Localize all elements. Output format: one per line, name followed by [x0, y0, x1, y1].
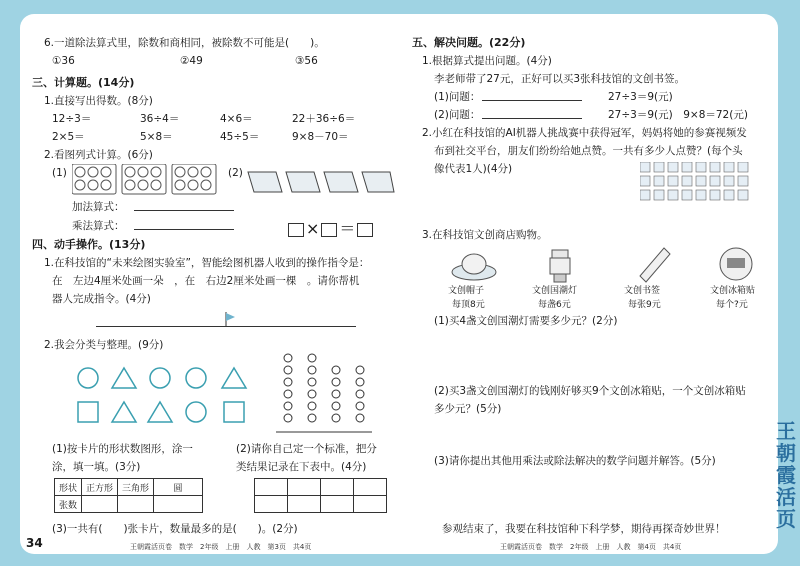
mul-label: 乘法算式： [72, 220, 125, 232]
op-q1-line3: 器人完成指令。(4分) [52, 293, 151, 305]
shop-sub1: (1)买4盏文创国潮灯需要多少元？(2分) [434, 315, 618, 327]
closing-text: 参观结束了，我要在科技馆种下科学梦，期待再探奇妙世界！ [442, 523, 726, 535]
table-cell[interactable] [288, 479, 321, 496]
item-name: 文创国潮灯 [532, 286, 578, 296]
r2-label: (2)问题： [434, 109, 481, 121]
table-cell[interactable] [154, 496, 203, 513]
custom-classify-table [254, 478, 387, 513]
item-price: 每盏6元 [538, 300, 571, 310]
solve-q1-text: 李老师带了27元，正好可以买3张科技馆的文创书签。 [434, 73, 686, 85]
shop-sub3: (3)请你提出其他用乘法或除法解决的数学问题并解答。(5分) [434, 455, 716, 467]
answer-box[interactable] [321, 223, 337, 237]
bead-abacus-image [276, 352, 376, 438]
table-header: 三角形 [118, 479, 154, 496]
mul-answer-line[interactable] [134, 219, 234, 230]
section-3-title: 三、计算题。(14分) [32, 76, 135, 89]
solve-q2-line3: 像代表1人)(4分) [434, 163, 513, 175]
calc-item: 2×5＝ [52, 131, 85, 143]
r2-equation: 27÷3＝9(元) 9×8＝72(元) [608, 109, 748, 121]
left-footer: 王朝霞活页卷 数学 2年级 上册 人教 第3页 共4页 [130, 543, 312, 551]
table-cell[interactable] [255, 479, 288, 496]
option-1: ①36 [52, 55, 75, 67]
item-price: 每张9元 [628, 300, 661, 310]
item-name: 文创书签 [624, 286, 661, 296]
table-header: 圆 [154, 479, 203, 496]
calc-item: 4×6＝ [220, 113, 253, 125]
op-q1-line2: 在 左边4厘米处画一朵 ，在 右边2厘米处画一棵 。请你帮机 [52, 275, 360, 287]
sub1-line2: 涂，填一填。(3分) [52, 461, 141, 473]
table-cell[interactable] [354, 496, 387, 513]
item-price: 每个?元 [716, 300, 748, 310]
table-header: 正方形 [82, 479, 118, 496]
worksheet-page [20, 14, 778, 554]
r2-answer-line[interactable] [482, 108, 582, 119]
item-price: 每顶8元 [452, 300, 485, 310]
hat-icon [450, 246, 498, 284]
table-cell[interactable] [118, 496, 154, 513]
fridge-magnet-icon [718, 246, 754, 282]
sub1-line1: (1)按卡片的形状数图形，涂一 [52, 443, 193, 455]
solve-q2-line1: 2.小红在科技馆的AI机器人挑战赛中获得冠军，妈妈将她的参赛视频发 [422, 127, 747, 139]
calc-item: 22＋36÷6＝ [292, 113, 356, 125]
calc-item: 12÷3＝ [52, 113, 92, 125]
lamp-icon [540, 246, 580, 284]
mul-boxes: × ＝ [286, 216, 375, 239]
boxes-image [246, 164, 396, 196]
solve-q2-line2: 布到社交平台，朋友们纷纷给她点赞。一共有多少人点赞？(每个头 [434, 145, 743, 157]
add-label: 加法算式： [72, 201, 125, 213]
avatar-grid-image [640, 162, 752, 210]
answer-box[interactable] [357, 223, 373, 237]
item-name: 文创帽子 [448, 286, 485, 296]
sub2-line1: (2)请你自己定一个标准，把分 [236, 443, 377, 455]
question-6: 6.一道除法算式里，除数和商相同，被除数不可能是( )。 [44, 37, 325, 49]
add-answer-line[interactable] [134, 200, 234, 211]
op-q1-line1: 1.在科技馆的“未来绘图实验室”，智能绘图机器人收到的操作指令是： [44, 257, 370, 269]
classify-q: 2.我会分类与整理。(9分) [44, 339, 164, 351]
table-cell[interactable] [321, 496, 354, 513]
right-footer: 王朝霞活页卷 数学 2年级 上册 人教 第4页 共4页 [500, 543, 682, 551]
bookmark-icon [634, 246, 674, 284]
calc-item: 45÷5＝ [220, 131, 260, 143]
section-4-title: 四、动手操作。(13分) [32, 238, 146, 251]
table-cell[interactable] [82, 496, 118, 513]
part-2-label: (2) [228, 167, 243, 179]
shape-cards-image [76, 366, 256, 426]
brand-text: 王朝霞活页 [776, 419, 796, 531]
item-name: 文创冰箱贴 [710, 286, 756, 296]
shape-count-table [54, 478, 203, 513]
page-number: 34 [26, 536, 43, 550]
option-3: ③56 [295, 55, 318, 67]
flag-icon [224, 312, 236, 328]
table-header: 形状 [55, 479, 82, 496]
shop-sub2-line2: 多少元？(5分) [434, 403, 502, 415]
r1-label: (1)问题： [434, 91, 481, 103]
brand-logo [774, 420, 798, 530]
calc-item: 5×8＝ [140, 131, 173, 143]
calc-q2: 2.看图列式计算。(6分) [44, 149, 153, 161]
shop-sub2-line1: (2)买3盏文创国潮灯的钱刚好够买9个文创冰箱贴，一个文创冰箱贴 [434, 385, 746, 397]
sub2-line2: 类结果记录在下表中。(4分) [236, 461, 367, 473]
option-2: ②49 [180, 55, 203, 67]
table-cell[interactable] [288, 496, 321, 513]
section-5-title: 五、解决问题。(22分) [412, 36, 526, 49]
table-cell[interactable] [354, 479, 387, 496]
calc-q1: 1.直接写出得数。(8分) [44, 95, 153, 107]
r1-equation: 27÷3＝9(元) [608, 91, 673, 103]
solve-q3: 3.在科技馆文创商店购物。 [422, 229, 548, 241]
part-1-label: (1) [52, 167, 67, 179]
solve-q1: 1.根据算式提出问题。(4分) [422, 55, 552, 67]
answer-box[interactable] [288, 223, 304, 237]
circles-groups-image [72, 164, 220, 196]
calc-item: 36÷4＝ [140, 113, 180, 125]
table-cell[interactable] [255, 496, 288, 513]
sub3: (3)一共有( )张卡片，数量最多的是( )。(2分) [52, 523, 298, 535]
table-cell[interactable] [321, 479, 354, 496]
r1-answer-line[interactable] [482, 90, 582, 101]
table-row-label: 张数 [55, 496, 82, 513]
calc-item: 9×8－70＝ [292, 131, 349, 143]
